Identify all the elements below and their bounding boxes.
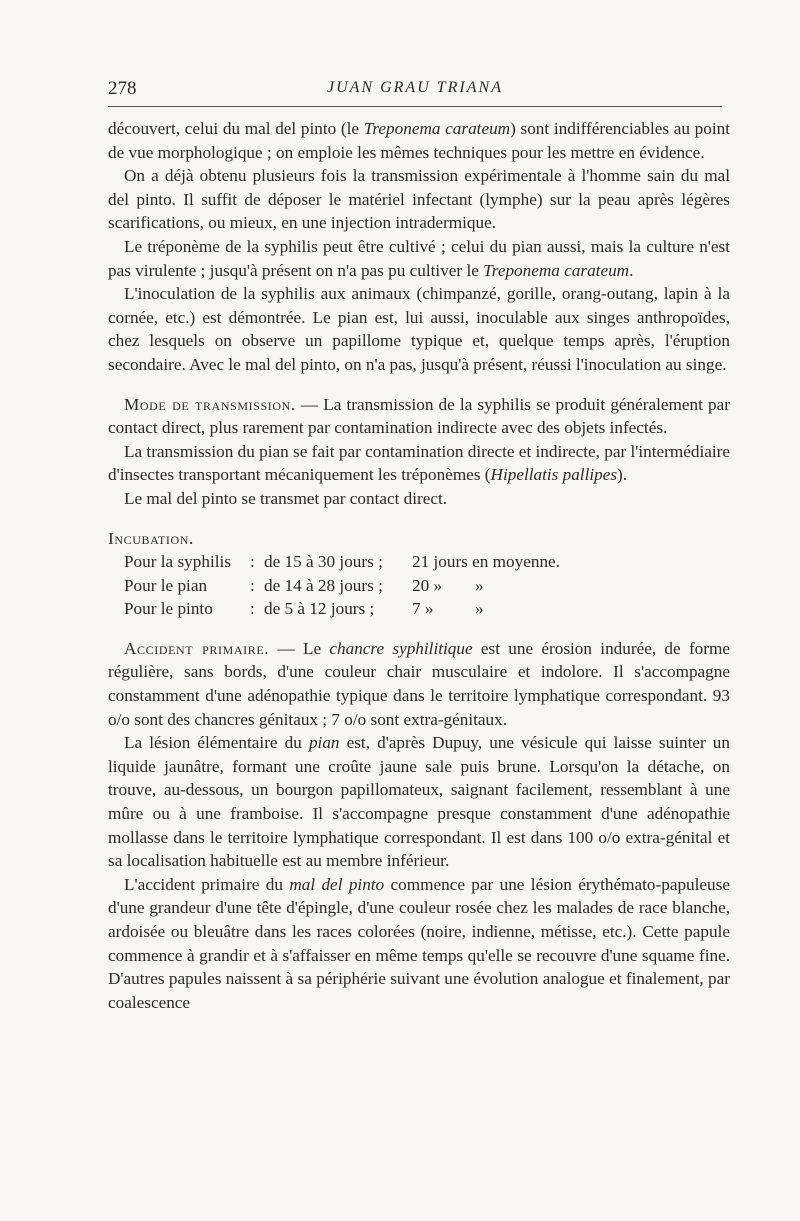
- header-rule: [108, 106, 722, 107]
- term-italic: pian: [308, 733, 340, 753]
- mode-paragraph-2: La transmission du pian se fait par contamination directe et indirecte, par l'intermédiaire d'insectes transportant mécaniquement les tréponèmes (Hipellatis pallipes).: [108, 441, 730, 485]
- accident-paragraph-1: Accident primaire. — Le chancre syphilitique est une érosion indurée, de forme régulière, sans bords, d'une couleur chair musculaire et indolore. Il s'accompagne constamment d'une adénopathie typique dans le territoire lymphatique correspondant. 93 o/o sont des chancres génitaux ; 7 o/o sont extra-génitaux.: [108, 638, 730, 729]
- term-italic: chancre syphilitique: [329, 638, 473, 658]
- paragraph-2: On a déjà obtenu plusieurs fois la transmission expérimentale à l'homme sain du mal del pinto. Il suffit de déposer le matériel infectant (lymphe) sur la peau après légères scarifications, ou mieux, en une injection intradermique.: [108, 166, 730, 233]
- paragraph-1: découvert, celui du mal del pinto (le Treponema carateum) sont indifférenciables au point de vue morphologique ; on emploie les mêmes techniques pour les mettre en évidence.: [108, 119, 730, 162]
- taxon-name: Treponema carateum: [483, 260, 630, 280]
- taxon-name: Hipellatis pallipes: [490, 465, 618, 485]
- paragraph-4: L'inoculation de la syphilis aux animaux (chimpanzé, gorille, orang-outang, lapin à la cornée, etc.) est démontrée. Le pian est, lui aussi, inoculable aux singes anthropoïdes, chez lesquels on observe un papillome typique et, quelque temps après, l'éruption secondaire. Avec le mal del pinto, on n'a pas, jusqu'à présent, réussi l'inoculation au singe.: [108, 284, 730, 374]
- incubation-row: Pour le pinto : de 5 à 12 jours ; 7 » »: [124, 599, 484, 619]
- section-heading-mode: Mode de transmission.: [124, 394, 296, 414]
- incubation-heading: Incubation.: [108, 528, 194, 548]
- mode-paragraph-1: Mode de transmission. — La transmission de la syphilis se produit généralement par contact direct, plus rarement par contamination indirecte avec des objets infectés.: [108, 394, 730, 438]
- page-number: 278: [108, 78, 137, 99]
- body-text: [108, 117, 730, 1014]
- incubation-row: Pour la syphilis : de 15 à 30 jours ; 21 jours en moyenne.: [124, 552, 560, 572]
- incubation-table: [124, 550, 730, 621]
- page-header: [108, 78, 722, 102]
- section-heading-accident: Accident primaire.: [124, 638, 270, 658]
- accident-paragraph-2: La lésion élémentaire du pian est, d'après Dupuy, une vésicule qui laisse suinter un liquide jaunâtre, formant une croûte jaune sale puis brune. Lorsqu'on la détache, on trouve, au-dessous, un bourgon papillomateux, saignant facilement, ressemblant à une mûre ou à une framboise. Il s'accompagne presque constamment d'une adénopathie mollasse dans le territoire lymphatique correspondant. Il est dans 100 o/o extra-génital et sa localisation habituelle est au membre inférieur.: [108, 733, 730, 871]
- term-italic: mal del pinto: [289, 874, 385, 894]
- paragraph-3: Le tréponème de la syphilis peut être cultivé ; celui du pian aussi, mais la culture n'est pas virulente ; jusqu'à présent on n'a pas pu cultiver le Treponema carateum.: [108, 236, 730, 280]
- accident-paragraph-3: L'accident primaire du mal del pinto commence par une lésion érythémato-papuleuse d'une grandeur d'une tête d'épingle, d'une couleur rosée chez les malades de race blanche, ardoisée ou bleuâtre dans les races colorées (noire, indienne, métisse, etc.). Cette papule commence à grandir et à s'affaisser en même temps qu'elle se recouvre d'une squame fine. D'autres papules naissent à sa périphérie suivant une évolution analogue et finalement, par coalescence: [108, 874, 730, 1012]
- incubation-row: Pour le pian : de 14 à 28 jours ; 20 » »: [124, 575, 484, 595]
- running-head: JUAN GRAU TRIANA: [327, 79, 503, 96]
- mode-paragraph-3: Le mal del pinto se transmet par contact direct.: [124, 488, 448, 508]
- taxon-name: Treponema carateum: [363, 119, 511, 138]
